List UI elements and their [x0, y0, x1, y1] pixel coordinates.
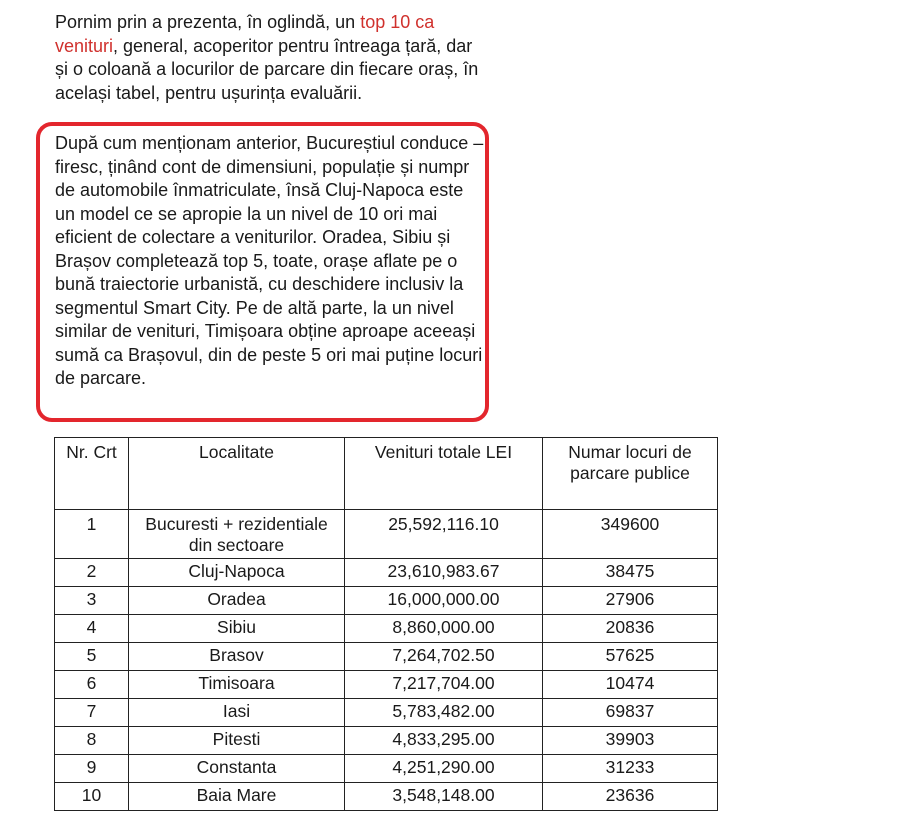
cell-nr: 2	[55, 559, 129, 587]
cell-venituri: 25,592,116.10	[345, 510, 543, 559]
table-row	[55, 615, 718, 643]
table-row	[55, 699, 718, 727]
cell-localitate: Bucuresti + rezidentiale din sectoare	[129, 510, 345, 559]
cell-localitate: Constanta	[129, 755, 345, 783]
cell-venituri: 5,783,482.00	[345, 699, 543, 727]
table-row	[55, 559, 718, 587]
cell-locuri: 349600	[543, 510, 718, 559]
cell-localitate: Cluj-Napoca	[129, 559, 345, 587]
cell-locuri: 39903	[543, 727, 718, 755]
cell-locuri: 38475	[543, 559, 718, 587]
cell-localitate: Brasov	[129, 643, 345, 671]
revenue-table	[54, 437, 718, 811]
cell-locuri: 10474	[543, 671, 718, 699]
cell-nr: 6	[55, 671, 129, 699]
cell-nr: 3	[55, 587, 129, 615]
intro-paragraph	[55, 11, 485, 105]
cell-venituri: 8,860,000.00	[345, 615, 543, 643]
cell-venituri: 4,833,295.00	[345, 727, 543, 755]
cell-nr: 8	[55, 727, 129, 755]
cell-nr: 9	[55, 755, 129, 783]
header-localitate: Localitate	[129, 438, 345, 510]
cell-venituri: 3,548,148.00	[345, 783, 543, 811]
header-locuri-parcare: Numar locuri de parcare publice	[543, 438, 718, 510]
cell-venituri: 7,264,702.50	[345, 643, 543, 671]
table-row	[55, 783, 718, 811]
cell-localitate: Oradea	[129, 587, 345, 615]
cell-venituri: 16,000,000.00	[345, 587, 543, 615]
cell-nr: 4	[55, 615, 129, 643]
cell-nr: 7	[55, 699, 129, 727]
cell-locuri: 57625	[543, 643, 718, 671]
cell-localitate: Baia Mare	[129, 783, 345, 811]
cell-localitate: Iasi	[129, 699, 345, 727]
table-header-row	[55, 438, 718, 510]
cell-venituri: 4,251,290.00	[345, 755, 543, 783]
cell-locuri: 23636	[543, 783, 718, 811]
cell-localitate: Pitesti	[129, 727, 345, 755]
header-nr-crt: Nr. Crt	[55, 438, 129, 510]
table-row	[55, 755, 718, 783]
cell-locuri: 27906	[543, 587, 718, 615]
cell-nr: 1	[55, 510, 129, 559]
cell-venituri: 7,217,704.00	[345, 671, 543, 699]
intro-text-start: Pornim prin a prezenta, în oglindă, un	[55, 12, 361, 32]
cell-localitate: Sibiu	[129, 615, 345, 643]
table-row	[55, 671, 718, 699]
header-venituri: Venituri totale LEI	[345, 438, 543, 510]
table-row	[55, 643, 718, 671]
intro-text-end: , general, acoperitor pentru întreaga țară, dar și o coloană a locurilor de parcare din fiecare oraș, în același tabel, pentru ușurința evaluării.	[55, 35, 479, 103]
table-row	[55, 510, 718, 559]
cell-nr: 10	[55, 783, 129, 811]
highlight-paragraph: După cum menționam anterior, Bucureștiul conduce – firesc, ținând cont de dimensiuni, populație și numpr de automobile înmatriculate, însă Cluj-Napoca este un model ce se apropie la un nivel de 10 ori mai eficient de colectare a veniturilor. Oradea, Sibiu și Brașov completează top 5, toate, orașe aflate pe o bună traiectorie urbanistă, cu deschidere inclusiv la segmentul Smart City. Pe de altă parte, la un nivel similar de venituri, Timișoara obține aproape aceeași sumă ca Brașovul, din de peste 5 ori mai puține locuri de parcare.	[55, 133, 484, 388]
cell-nr: 5	[55, 643, 129, 671]
cell-venituri: 23,610,983.67	[345, 559, 543, 587]
cell-locuri: 20836	[543, 615, 718, 643]
cell-localitate: Timisoara	[129, 671, 345, 699]
cell-locuri: 31233	[543, 755, 718, 783]
table-row	[55, 727, 718, 755]
table-row	[55, 587, 718, 615]
cell-locuri: 69837	[543, 699, 718, 727]
top10-link[interactable]: top 10 ca venituri	[55, 12, 435, 56]
